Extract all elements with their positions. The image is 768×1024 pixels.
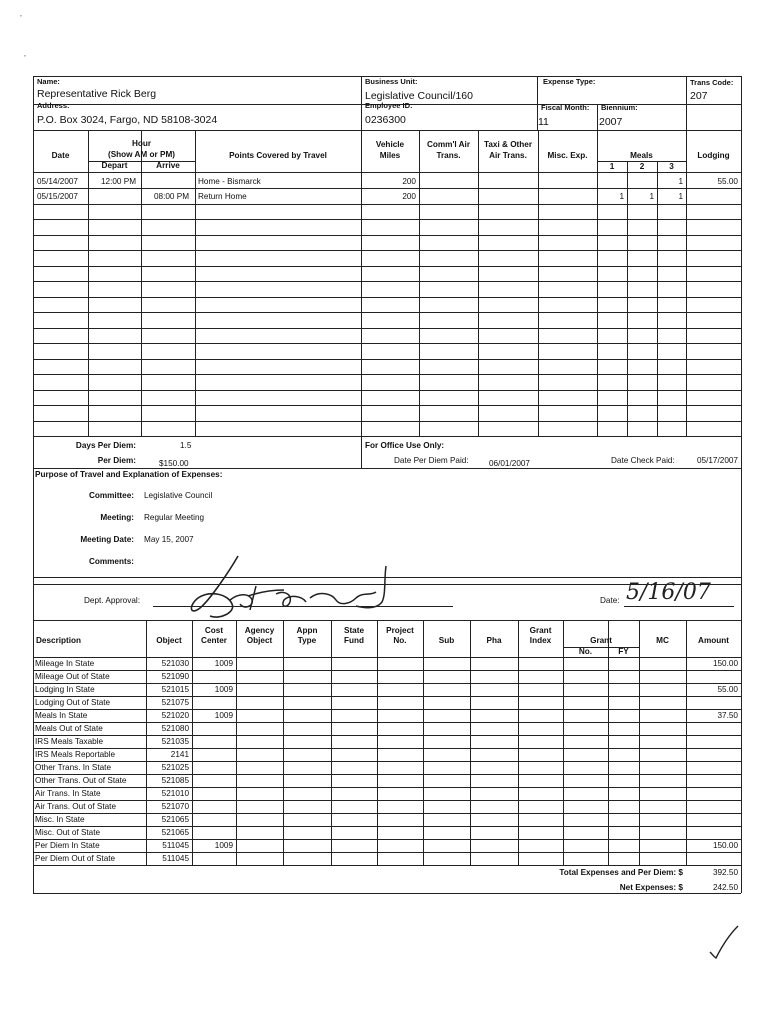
acct-row-object: 521035 bbox=[161, 737, 189, 746]
name-label: Name: bbox=[37, 77, 60, 86]
grid-line bbox=[33, 670, 741, 671]
grid-line bbox=[33, 683, 741, 684]
acct-grant-header: Grant bbox=[590, 636, 612, 645]
grid-line bbox=[33, 839, 741, 840]
per-diem-label: Per Diem: bbox=[97, 456, 136, 465]
col-meal-1-header: 1 bbox=[609, 162, 615, 171]
grid-line bbox=[33, 852, 741, 853]
acct-row-object: 521090 bbox=[161, 672, 189, 681]
acct-row-description: IRS Meals Reportable bbox=[35, 750, 116, 759]
grid-line bbox=[33, 343, 741, 344]
acct-row-amount: 150.00 bbox=[712, 659, 738, 668]
grid-line bbox=[33, 405, 741, 406]
col-taxi-header: Taxi & Other bbox=[483, 140, 533, 149]
acct-row-object: 521085 bbox=[161, 776, 189, 785]
grid-line bbox=[33, 390, 741, 391]
acct-appn-header-2: Type bbox=[297, 636, 317, 645]
acct-row-object: 521030 bbox=[161, 659, 189, 668]
grid-line bbox=[33, 374, 741, 375]
acct-object-header: Object bbox=[156, 636, 182, 645]
acct-row-cost-center: 1009 bbox=[214, 711, 233, 720]
travel-row-1-lodging: 55.00 bbox=[717, 177, 738, 186]
acct-row-description: Misc. In State bbox=[35, 815, 85, 824]
acct-row-cost-center: 1009 bbox=[214, 685, 233, 694]
grid-line bbox=[33, 188, 741, 189]
acct-row-object: 511045 bbox=[162, 841, 189, 850]
acct-row-description: Lodging In State bbox=[35, 685, 95, 694]
business-unit-label: Business Unit: bbox=[365, 77, 418, 86]
acct-state-fund-header: State bbox=[343, 626, 365, 635]
acct-row-object: 521015 bbox=[161, 685, 189, 694]
biennium-value: 2007 bbox=[599, 116, 623, 128]
acct-row-description: Misc. Out of State bbox=[35, 828, 101, 837]
acct-row-description: Mileage Out of State bbox=[35, 672, 110, 681]
business-unit-value: Legislative Council/160 bbox=[365, 90, 473, 102]
col-vehicle-header: Vehicle bbox=[375, 140, 405, 149]
acct-row-description: Air Trans. In State bbox=[35, 789, 101, 798]
col-comm-header-2: Trans. bbox=[436, 151, 461, 160]
employee-id-label: Employee ID: bbox=[365, 101, 413, 110]
grid-line bbox=[33, 800, 741, 801]
col-points-header: Points Covered by Travel bbox=[229, 151, 327, 160]
acct-row-description: IRS Meals Taxable bbox=[35, 737, 104, 746]
meeting-date-label: Meeting Date: bbox=[80, 535, 134, 544]
acct-row-description: Other Trans. Out of State bbox=[35, 776, 127, 785]
col-meal-3-header: 3 bbox=[669, 162, 674, 171]
grid-line bbox=[33, 328, 741, 329]
grid-line bbox=[741, 863, 742, 893]
grid-line bbox=[627, 161, 628, 436]
col-vehicle-header-2: Miles bbox=[379, 151, 401, 160]
acct-amount-header: Amount bbox=[698, 636, 729, 645]
grid-line bbox=[33, 735, 741, 736]
approval-date-handwritten: 5/16/07 bbox=[626, 580, 711, 605]
acct-row-description: Air Trans. Out of State bbox=[35, 802, 116, 811]
grid-line bbox=[33, 893, 741, 894]
col-depart-header: Depart bbox=[101, 161, 128, 170]
acct-cost-center-header: Cost bbox=[204, 626, 224, 635]
grid-line bbox=[33, 813, 741, 814]
acct-row-object: 521080 bbox=[161, 724, 189, 733]
acct-state-fund-header-2: Fund bbox=[343, 636, 364, 645]
col-hour-sub-header: (Show AM or PM) bbox=[107, 150, 175, 159]
days-per-diem-value: 1.5 bbox=[180, 441, 192, 450]
grid-line bbox=[33, 826, 741, 827]
biennium-label: Biennium: bbox=[601, 103, 638, 112]
fiscal-month-value: 11 bbox=[538, 116, 549, 128]
acct-agency-header: Agency bbox=[244, 626, 275, 635]
acct-cost-center-header-2: Center bbox=[201, 636, 227, 645]
acct-grant-no-header: No. bbox=[578, 647, 593, 656]
acct-project-header-2: No. bbox=[393, 636, 407, 645]
travel-row-2-meal-1: 1 bbox=[619, 192, 624, 201]
travel-row-2-miles: 200 bbox=[402, 192, 416, 201]
acct-row-object: 521010 bbox=[161, 789, 189, 798]
signature-drawing bbox=[180, 550, 420, 628]
col-comm-header: Comm'l Air bbox=[426, 140, 471, 149]
date-label: Date: bbox=[600, 596, 620, 605]
col-meals-header: Meals bbox=[630, 151, 653, 160]
purpose-label: Purpose of Travel and Explanation of Expenses: bbox=[35, 470, 223, 479]
acct-row-object: 511045 bbox=[162, 854, 189, 863]
acct-appn-header: Appn bbox=[296, 626, 318, 635]
grid-line bbox=[33, 709, 741, 710]
date-check-paid-label: Date Check Paid: bbox=[611, 456, 675, 465]
acct-agency-header-2: Object bbox=[246, 636, 273, 645]
acct-row-cost-center: 1009 bbox=[214, 841, 233, 850]
grid-line bbox=[33, 787, 741, 788]
acct-row-amount: 55.00 bbox=[717, 685, 738, 694]
acct-row-object: 2141 bbox=[170, 750, 189, 759]
grid-line bbox=[33, 204, 741, 205]
acct-row-object: 521020 bbox=[161, 711, 189, 720]
grid-line bbox=[33, 266, 741, 267]
travel-row-2-meal-2: 1 bbox=[649, 192, 654, 201]
office-use-label: For Office Use Only: bbox=[365, 441, 445, 450]
expense-type-label: Expense Type: bbox=[543, 77, 596, 86]
acct-grant-index-header: Grant bbox=[529, 626, 552, 635]
acct-project-header: Project bbox=[386, 626, 414, 635]
grid-line bbox=[33, 172, 741, 173]
employee-id-value: 0236300 bbox=[365, 114, 406, 126]
travel-row-1-date: 05/14/2007 bbox=[37, 177, 78, 186]
travel-row-2-date: 05/15/2007 bbox=[37, 192, 78, 201]
grid-line bbox=[33, 696, 741, 697]
grid-line bbox=[33, 657, 741, 658]
comments-label: Comments: bbox=[88, 557, 134, 566]
date-per-diem-paid-value: 06/01/2007 bbox=[489, 459, 530, 468]
meeting-value: Regular Meeting bbox=[144, 513, 205, 522]
col-hour-header: Hour bbox=[131, 139, 152, 148]
col-lodging-header: Lodging bbox=[697, 151, 730, 160]
col-date-header: Date bbox=[51, 151, 70, 160]
grid-line bbox=[33, 235, 741, 236]
days-per-diem-label: Days Per Diem: bbox=[75, 441, 136, 450]
grid-line bbox=[33, 359, 741, 360]
grid-line bbox=[33, 748, 741, 749]
acct-description-header: Description bbox=[36, 636, 82, 645]
name-value: Representative Rick Berg bbox=[37, 88, 157, 100]
grid-line bbox=[33, 421, 741, 422]
acct-grant-index-header-2: Index bbox=[529, 636, 552, 645]
meeting-date-value: May 15, 2007 bbox=[144, 535, 194, 544]
travel-row-1-miles: 200 bbox=[402, 177, 416, 186]
acct-row-description: Mileage In State bbox=[35, 659, 95, 668]
grid-line bbox=[33, 865, 741, 866]
acct-mc-header: MC bbox=[656, 636, 669, 645]
net-expenses-label: Net Expenses: $ bbox=[619, 883, 683, 892]
date-check-paid-value: 05/17/2007 bbox=[697, 456, 738, 465]
acct-row-description: Meals Out of State bbox=[35, 724, 103, 733]
travel-row-1-depart: 12:00 PM bbox=[101, 177, 137, 186]
trans-code-value: 207 bbox=[690, 90, 708, 102]
col-arrive-header: Arrive bbox=[156, 161, 180, 170]
date-per-diem-paid-label: Date Per Diem Paid: bbox=[394, 456, 469, 465]
grid-line bbox=[33, 722, 741, 723]
check-mark bbox=[706, 924, 742, 960]
address-label: Address: bbox=[37, 101, 70, 110]
acct-sub-header: Sub bbox=[438, 636, 455, 645]
travel-row-2-points: Return Home bbox=[198, 192, 247, 201]
committee-value: Legislative Council bbox=[144, 491, 213, 500]
acct-row-amount: 37.50 bbox=[717, 711, 738, 720]
grid-line bbox=[33, 312, 741, 313]
travel-row-2-meal-3: 1 bbox=[678, 192, 683, 201]
address-value: P.O. Box 3024, Fargo, ND 58108-3024 bbox=[37, 114, 218, 126]
acct-row-description: Per Diem In State bbox=[35, 841, 100, 850]
acct-grant-fy-header: FY bbox=[618, 647, 629, 656]
grid-line bbox=[33, 761, 741, 762]
acct-row-amount: 150.00 bbox=[712, 841, 738, 850]
acct-row-cost-center: 1009 bbox=[214, 659, 233, 668]
trans-code-label: Trans Code: bbox=[690, 78, 734, 87]
acct-row-object: 521065 bbox=[161, 828, 189, 837]
meeting-label: Meeting: bbox=[100, 513, 134, 522]
scan-mark: ’ bbox=[24, 54, 26, 63]
col-taxi-header-2: Air Trans. bbox=[489, 151, 527, 160]
grid-line bbox=[33, 863, 34, 893]
grid-line bbox=[657, 161, 658, 436]
acct-row-object: 521075 bbox=[161, 698, 189, 707]
total-expenses-label: Total Expenses and Per Diem: $ bbox=[559, 868, 683, 877]
scan-mark: ’ bbox=[20, 14, 22, 23]
travel-row-1-points: Home - Bismarck bbox=[198, 177, 261, 186]
fiscal-month-label: Fiscal Month: bbox=[541, 103, 590, 112]
acct-row-object: 521025 bbox=[161, 763, 189, 772]
col-misc-header: Misc. Exp. bbox=[547, 151, 588, 160]
net-expenses-value: 242.50 bbox=[712, 883, 738, 892]
grid-line bbox=[33, 297, 741, 298]
grid-line bbox=[33, 219, 741, 220]
acct-row-object: 521070 bbox=[161, 802, 189, 811]
grid-line bbox=[33, 774, 741, 775]
dept-approval-label: Dept. Approval: bbox=[84, 596, 140, 605]
travel-row-2-arrive: 08:00 PM bbox=[154, 192, 190, 201]
acct-row-object: 521065 bbox=[161, 815, 189, 824]
acct-row-description: Lodging Out of State bbox=[35, 698, 111, 707]
col-meal-2-header: 2 bbox=[639, 162, 645, 171]
acct-pha-header: Pha bbox=[486, 636, 502, 645]
per-diem-value: $150.00 bbox=[159, 459, 189, 468]
acct-row-description: Per Diem Out of State bbox=[35, 854, 116, 863]
grid-line bbox=[33, 281, 741, 282]
travel-row-1-meal-3: 1 bbox=[678, 177, 683, 186]
committee-label: Committee: bbox=[88, 491, 134, 500]
grid-line bbox=[33, 250, 741, 251]
acct-row-description: Meals In State bbox=[35, 711, 88, 720]
acct-row-description: Other Trans. In State bbox=[35, 763, 111, 772]
total-expenses-value: 392.50 bbox=[712, 868, 738, 877]
